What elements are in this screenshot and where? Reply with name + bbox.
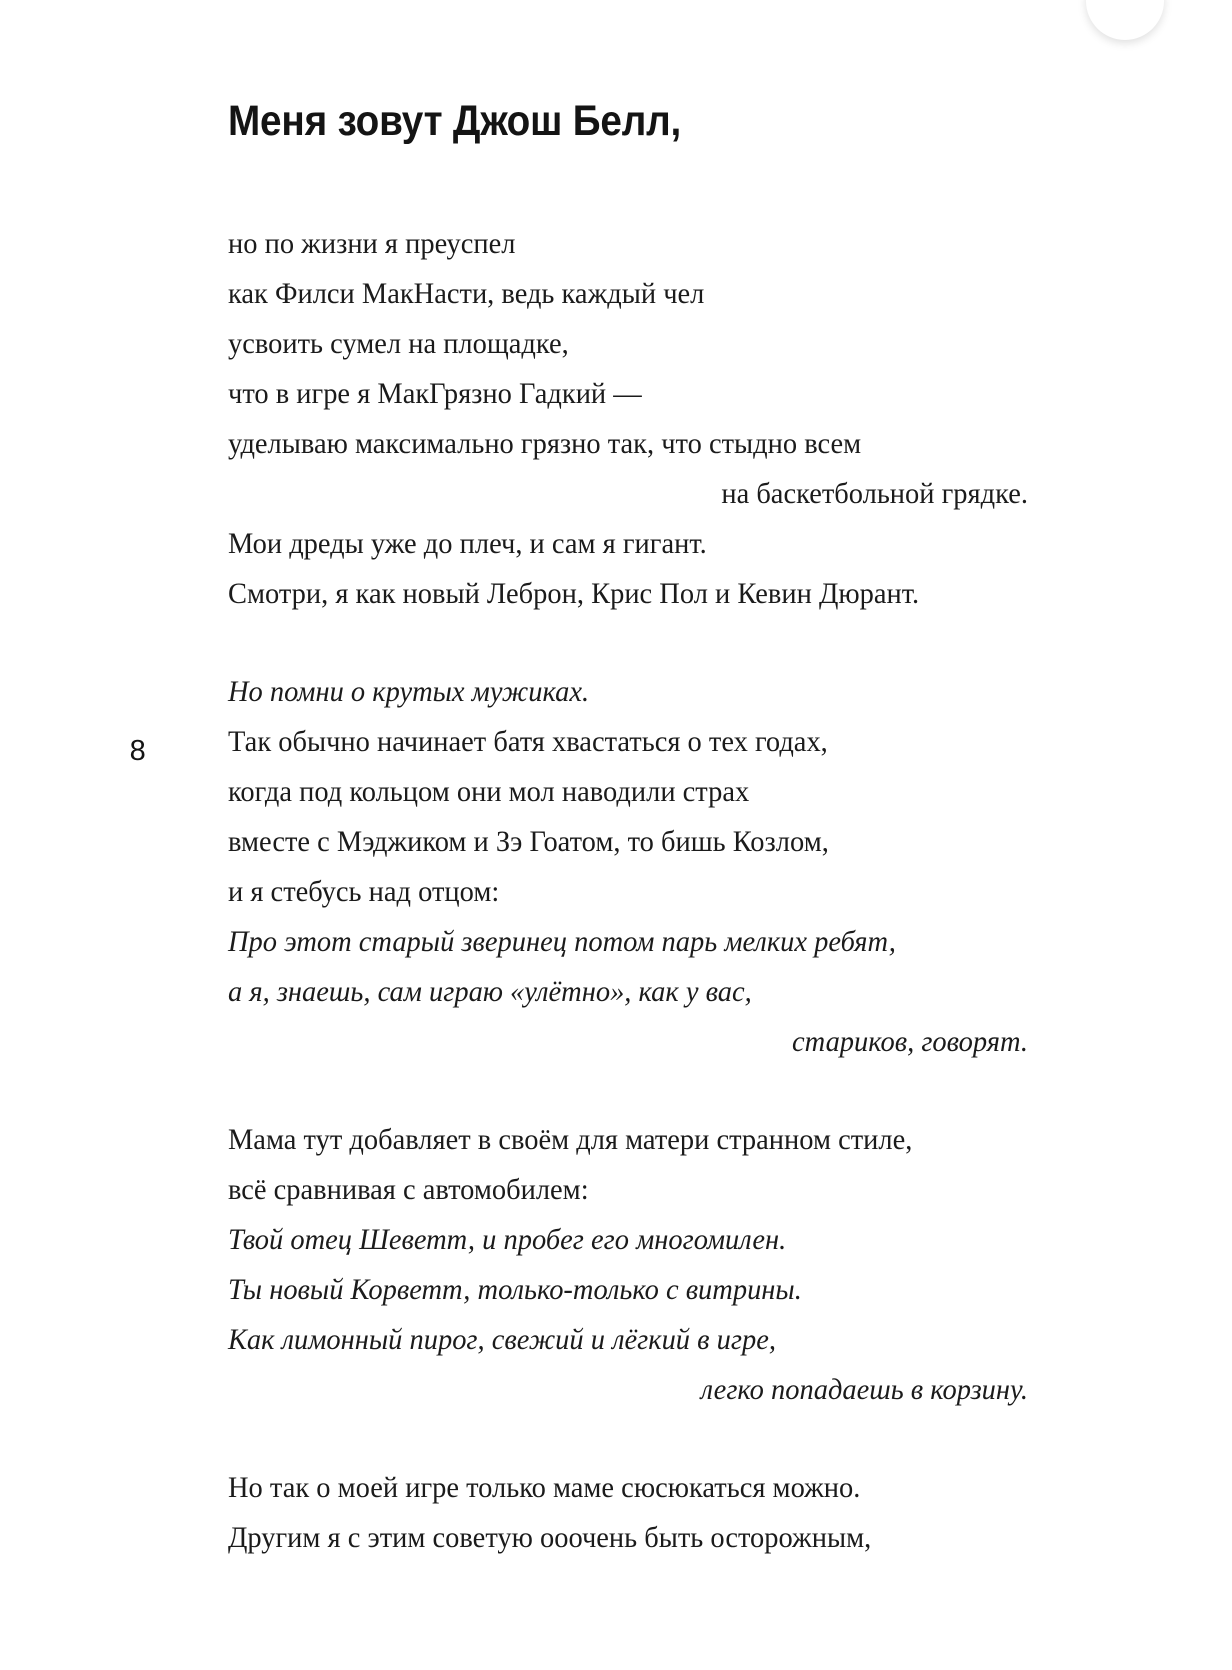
poem-stanza — [228, 667, 1028, 1067]
poem-line: Твой отец Шеветт, и пробег его многомилен. — [228, 1223, 787, 1256]
poem-line: стариков, говорят. — [792, 1025, 1028, 1058]
poem-stanza — [228, 1115, 1028, 1415]
poem-line: Как лимонный пирог, свежий и лёгкий в игре, — [228, 1323, 776, 1356]
poem-stanza — [228, 219, 1028, 619]
poem-stanzas — [228, 219, 1028, 1563]
poem-line: Про этот старый зверинец потом парь мелких ребят, — [228, 925, 896, 958]
poem-line: что в игре я МакГрязно Гадкий — — [228, 377, 642, 410]
poem-line: и я стебусь над отцом: — [228, 875, 500, 908]
poem-line: уделываю максимально грязно так, что стыдно всем — [228, 427, 862, 460]
poem-line: Мои дреды уже до плеч, и сам я гигант. — [228, 527, 707, 560]
poem-line: усвоить сумел на площадке, — [228, 327, 569, 360]
poem-line: но по жизни я преуспел — [228, 227, 516, 260]
poem-line: Другим я с этим советую ооочень быть осторожным, — [228, 1521, 872, 1554]
poem-line: когда под кольцом они мол наводили страх — [228, 775, 750, 808]
poem-line: Ты новый Корветт, только-только с витрины. — [228, 1273, 802, 1306]
poem-line: Смотри, я как новый Леброн, Крис Пол и Кевин Дюрант. — [228, 577, 920, 610]
poem-text-column — [228, 96, 1028, 1563]
poem-line: как Филси МакНасти, ведь каждый чел — [228, 277, 705, 310]
poem-line: Но так о моей игре только маме сюсюкаться можно. — [228, 1471, 861, 1504]
poem-line: на баскетбольной грядке. — [721, 477, 1028, 510]
page-number: 8 — [129, 735, 147, 767]
poem-line: Но помни о крутых мужиках. — [228, 675, 590, 708]
poem-line: Так обычно начинает батя хвастаться о тех годах, — [228, 725, 828, 758]
poem-stanza — [228, 1463, 1028, 1563]
poem-line: всё сравнивая с автомобилем: — [228, 1173, 589, 1206]
poem-line: Мама тут добавляет в своём для матери странном стиле, — [228, 1123, 913, 1156]
page-title: Меня зовут Джош Белл, — [228, 97, 682, 145]
poem-line: легко попадаешь в корзину. — [700, 1373, 1028, 1406]
poem-line: вместе с Мэджиком и Зэ Гоатом, то бишь Козлом, — [228, 825, 829, 858]
poem-line: а я, знаешь, сам играю «улётно», как у вас, — [228, 975, 752, 1008]
